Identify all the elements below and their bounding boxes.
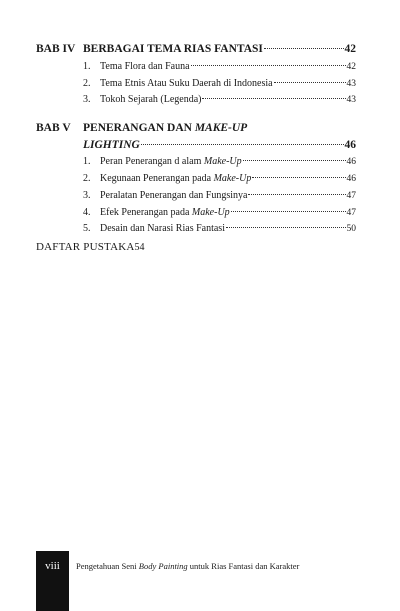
bibliography-page: 54 [134, 242, 145, 253]
toc-entry[interactable] [83, 77, 356, 91]
bibliography-label: DAFTAR PUSTAKA [36, 241, 135, 253]
chapter-title: BERBAGAI TEMA RIAS FANTASI [83, 43, 263, 55]
entry-number: 1. [83, 61, 91, 72]
toc-chapter-5-continued[interactable] [83, 138, 356, 152]
entry-page: 46 [346, 174, 356, 184]
dot-leader [248, 194, 345, 195]
toc-entry[interactable] [83, 222, 356, 236]
footer-book-title: Pengetahuan Seni Body Painting untuk Rias Fantasi dan Karakter [76, 561, 300, 571]
entry-title: Efek Penerangan pada Make-Up [100, 207, 230, 218]
toc-bibliography[interactable] [36, 240, 356, 255]
dot-leader [202, 98, 345, 99]
dot-leader [231, 211, 346, 212]
entry-page: 47 [346, 191, 356, 201]
dot-leader [191, 65, 346, 66]
chapter-title-continued: LIGHTING [83, 139, 140, 151]
entry-page: 43 [346, 95, 356, 105]
entry-title: Peralatan Penerangan dan Fungsinya [100, 190, 248, 201]
entry-page: 47 [346, 208, 356, 218]
footer-page-number: viii [45, 560, 60, 572]
dot-leader [141, 144, 344, 145]
chapter-title: PENERANGAN DAN MAKE-UP [83, 122, 248, 134]
entry-title: Kegunaan Penerangan pada Make-Up [100, 173, 252, 184]
chapter-page: 42 [344, 43, 356, 55]
entry-page: 43 [346, 79, 356, 89]
toc-entry[interactable] [83, 93, 356, 107]
entry-title: Desain dan Narasi Rias Fantasi [100, 223, 225, 234]
dot-leader [274, 82, 346, 83]
entry-page: 50 [346, 224, 356, 234]
entry-number: 2. [83, 78, 91, 89]
entry-number: 4. [83, 207, 91, 218]
toc-chapter-4[interactable] [36, 42, 356, 56]
toc-entry[interactable] [83, 60, 356, 74]
entry-title: Tokoh Sejarah (Legenda) [100, 94, 202, 105]
entry-title: Tema Etnis Atau Suku Daerah di Indonesia [100, 78, 273, 89]
entry-page: 42 [346, 62, 356, 72]
entry-number: 2. [83, 173, 91, 184]
entry-number: 3. [83, 190, 91, 201]
dot-leader [243, 160, 346, 161]
entry-page: 46 [346, 157, 356, 167]
toc-chapter-5[interactable] [36, 121, 356, 135]
entry-number: 5. [83, 223, 91, 234]
toc-entry[interactable] [83, 206, 356, 220]
dot-leader [264, 48, 344, 49]
dot-leader [252, 177, 345, 178]
chapter-page: 46 [344, 139, 356, 151]
chapter-number: BAB V [36, 122, 71, 134]
toc-entry[interactable] [83, 155, 356, 169]
entry-title: Tema Flora dan Fauna [100, 61, 190, 72]
toc-entry[interactable] [83, 172, 356, 186]
dot-leader [226, 227, 346, 228]
chapter-number: BAB IV [36, 43, 76, 55]
entry-title: Peran Penerangan d alam Make-Up [100, 156, 242, 167]
entry-number: 3. [83, 94, 91, 105]
entry-number: 1. [83, 156, 91, 167]
toc-entry[interactable] [83, 189, 356, 203]
